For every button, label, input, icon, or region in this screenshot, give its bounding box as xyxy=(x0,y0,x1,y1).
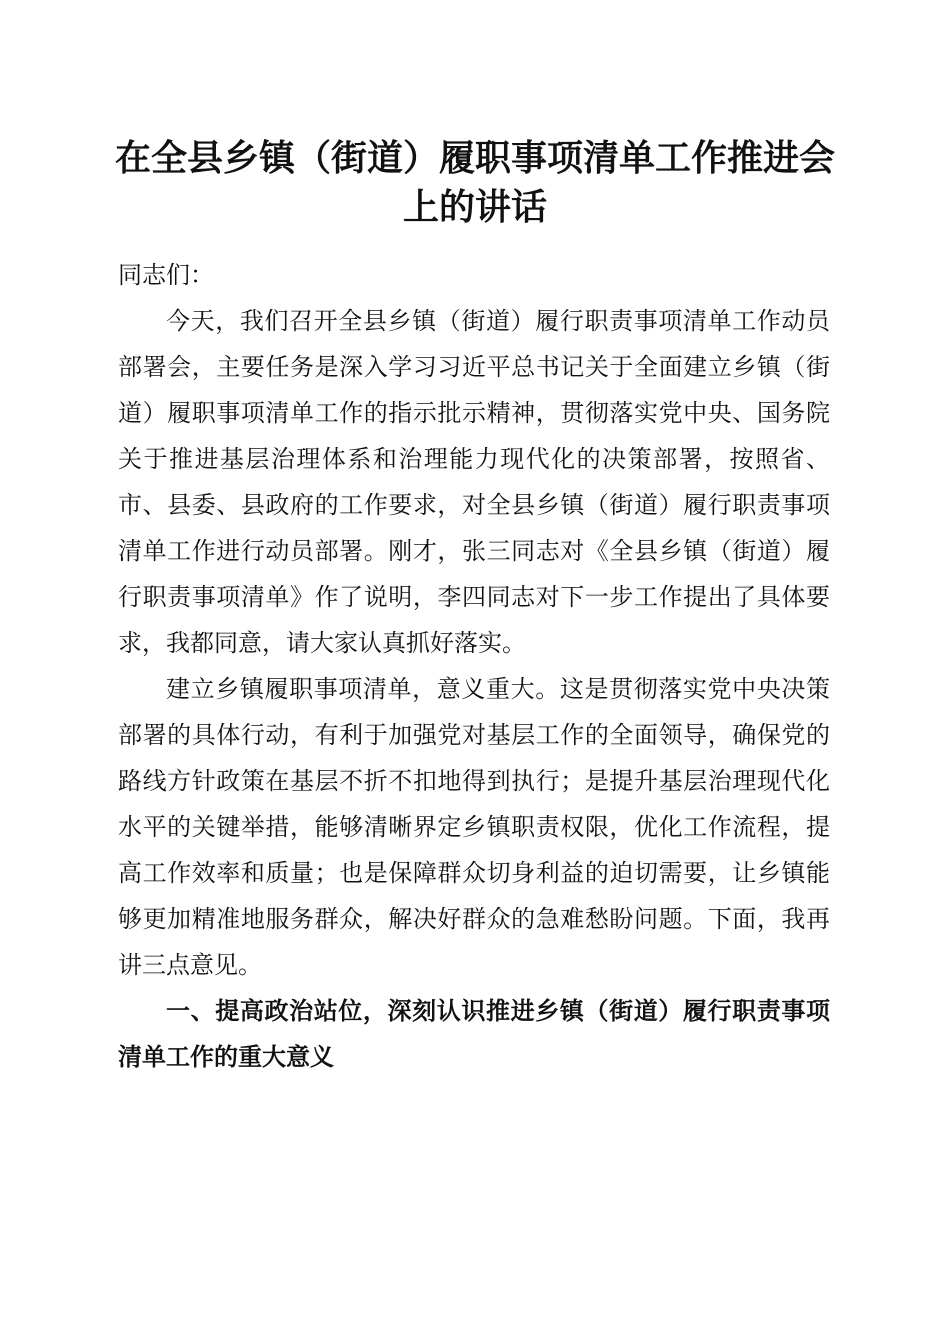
document-title xyxy=(100,134,850,232)
title-line-1: 在全县乡镇（街道）履职事项清单工作推进会 xyxy=(114,137,835,179)
title-line-2: 上的讲话 xyxy=(402,186,547,228)
paragraph-1: 今天，我们召开全县乡镇（街道）履行职责事项清单工作动员部署会，主要任务是深入学习习近平总书记关于全面建立乡镇（街道）履职事项清单工作的指示批示精神，贯彻落实党中央、国务院关于推进基层治理体系和治理能力现代化的决策部署，按照省、市、县委、县政府的工作要求，对全县乡镇（街道）履行职责事项清单工作进行动员部署。刚才，张三同志对《全县乡镇（街道）履行职责事项清单》作了说明，李四同志对下一步工作提出了具体要求，我都同意，请大家认真抓好落实。 xyxy=(118,307,830,657)
document-body xyxy=(118,252,830,1080)
paragraph-2: 建立乡镇履职事项清单，意义重大。这是贯彻落实党中央决策部署的具体行动，有利于加强党对基层工作的全面领导，确保党的路线方针政策在基层不折不扣地得到执行；是提升基层治理现代化水平的关键举措，能够清晰界定乡镇职责权限，优化工作流程，提高工作效率和质量；也是保障群众切身利益的迫切需要，让乡镇能够更加精准地服务群众，解决好群众的急难愁盼问题。下面，我再讲三点意见。 xyxy=(118,675,830,979)
section-heading-1: 一、提高政治站位，深刻认识推进乡镇（街道）履行职责事项清单工作的重大意义 xyxy=(118,997,830,1071)
salutation: 同志们： xyxy=(118,261,214,289)
